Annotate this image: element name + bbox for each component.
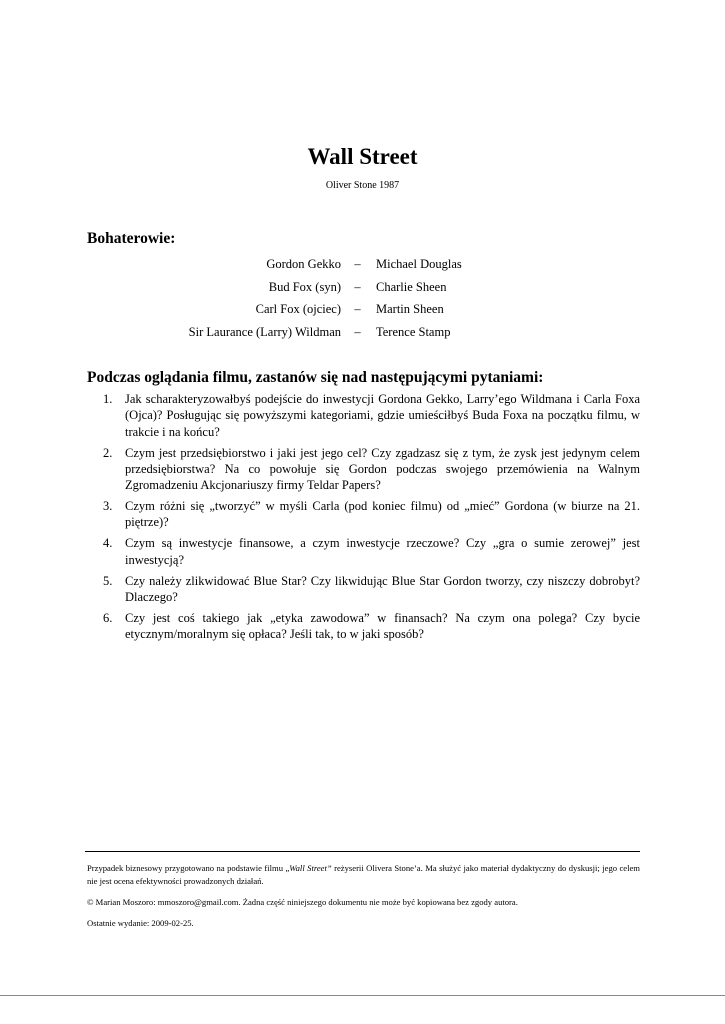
- cast-dash: –: [354, 325, 361, 340]
- footer-note: [87, 862, 640, 887]
- question-text: Czym jest przedsiębiorstwo i jaki jest jego cel? Czy zgadzasz się z tym, że zysk jest jedynym celem przedsiębiorstwa? Na co powołuje się Gordon podczas swojego przemówienia na Walnym Zgromadzeniu Akcjonariuszy firmy Teldar Papers?: [125, 445, 640, 493]
- question-number: 4.: [103, 536, 113, 551]
- cast-row: [100, 298, 462, 321]
- footer-note-suffix: reżyserii Olivera Stone’a. Ma służyć jako materiał dydaktyczny do dyskusji; jego celem nie jest ocena efektywności prowadzonych działań.: [87, 863, 640, 886]
- question-text: Czy należy zlikwidować Blue Star? Czy likwidując Blue Star Gordon tworzy, czy niszczy dobrobyt? Dlaczego?: [125, 573, 640, 605]
- cast-role: Bud Fox (syn): [268, 279, 341, 294]
- question-item: [103, 573, 640, 606]
- cast-dash: –: [354, 279, 361, 294]
- question-item: [103, 498, 640, 531]
- cast-table: [100, 253, 462, 344]
- question-number: 3.: [103, 499, 113, 514]
- questions-heading: Podczas oglądania filmu, zastanów się nad następującymi pytaniami:: [87, 369, 544, 386]
- question-number: 2.: [103, 445, 113, 460]
- footer-copyright: © Marian Moszoro: mmoszoro@gmail.com. Żadna część niniejszego dokumentu nie może być kopiowana bez zgody autora.: [87, 896, 518, 907]
- questions-list: [103, 391, 640, 647]
- footer-note-prefix: Przypadek biznesowy przygotowano na podstawie filmu „: [87, 863, 290, 873]
- cast-dash: –: [354, 257, 361, 271]
- document-title: Wall Street: [307, 144, 418, 169]
- question-item: [103, 445, 640, 494]
- cast-heading: Bohaterowie:: [87, 230, 176, 247]
- footer-edition: Ostatnie wydanie: 2009-02-25.: [87, 917, 194, 928]
- footer-divider: [85, 851, 640, 852]
- cast-actor: Martin Sheen: [376, 302, 444, 317]
- question-number: 5.: [103, 573, 113, 588]
- question-text: Jak scharakteryzowałbyś podejście do inwestycji Gordona Gekko, Larry’ego Wildmana i Carla Foxa (Ojca)? Posługując się powyższymi kategoriami, gdzie umieściłbyś Buda Foxa na początku filmu, w trakcie i na końcu?: [125, 392, 640, 439]
- question-item: [103, 391, 640, 440]
- cast-row: [100, 276, 462, 299]
- cast-row: [100, 321, 462, 344]
- page-divider: [0, 995, 725, 996]
- cast-role: Sir Laurance (Larry) Wildman: [188, 325, 341, 340]
- cast-role: Carl Fox (ojciec): [255, 302, 341, 317]
- cast-dash: –: [354, 302, 361, 317]
- cast-role: Gordon Gekko: [266, 257, 341, 271]
- cast-actor: Terence Stamp: [376, 325, 451, 340]
- question-text: Czym są inwestycje finansowe, a czym inwestycje rzeczowe? Czy „gra o sumie zerowej” jest inwestycją?: [125, 536, 640, 567]
- footer-note-film: Wall Street”: [289, 863, 332, 873]
- cast-row: [100, 253, 462, 276]
- cast-actor: Michael Douglas: [376, 257, 462, 271]
- footer: [87, 862, 640, 938]
- question-number: 6.: [103, 611, 113, 625]
- question-text: Czy jest coś takiego jak „etyka zawodowa” w finansach? Na czym ona polega? Czy bycie etycznym/moralnym się opłaca? Jeśli tak, to w jaki sposób?: [125, 611, 640, 642]
- question-item: [103, 535, 640, 568]
- question-number: 1.: [103, 392, 113, 406]
- question-text: Czym różni się „tworzyć” w myśli Carla (pod koniec filmu) od „mieć” Gordona (w biurze na 21. piętrze)?: [125, 499, 640, 530]
- cast-actor: Charlie Sheen: [376, 279, 447, 294]
- question-item: [103, 610, 640, 643]
- document-subtitle: Oliver Stone 1987: [325, 180, 400, 191]
